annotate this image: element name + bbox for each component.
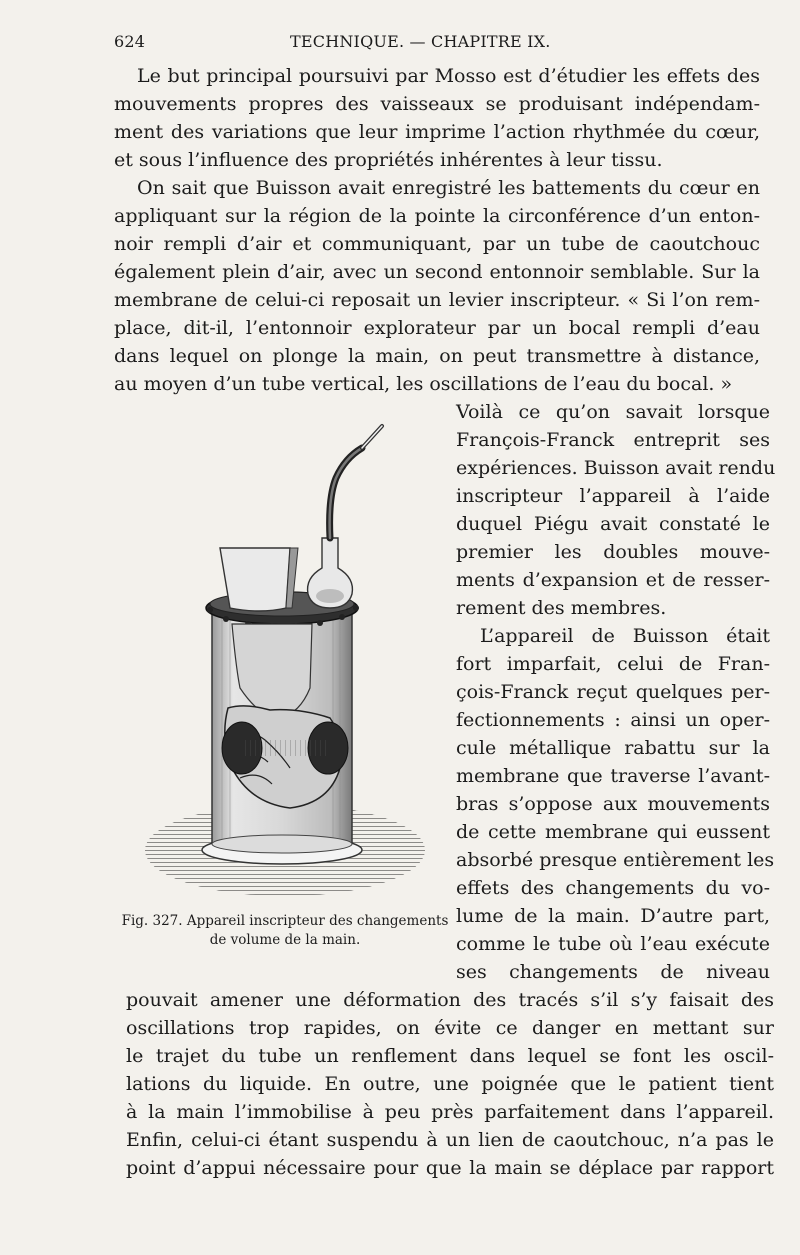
caption-line: de volume de la main. xyxy=(209,932,361,948)
page-number: 624 xyxy=(114,32,146,51)
figure-327-illustration xyxy=(140,418,440,908)
figure-caption xyxy=(120,912,450,950)
text-line: fectionnements : ainsi un oper- xyxy=(456,709,770,731)
text-line: effets des changements du vo- xyxy=(456,877,770,899)
text-line: et sous l’influence des propriétés inhérentes à leur tissu. xyxy=(114,149,663,171)
text-line: comme le tube où l’eau exécute xyxy=(456,933,770,955)
text-line: Le but principal poursuivi par Mosso est d’étudier les effets des xyxy=(137,65,760,87)
text-line: fort imparfait, celui de Fran- xyxy=(456,653,770,675)
text-line: expériences. Buisson avait rendu xyxy=(456,457,776,479)
text-line: membrane de celui-ci reposait un levier inscripteur. « Si l’on rem- xyxy=(114,289,760,311)
text-line: absorbé presque entièrement les xyxy=(456,849,775,871)
hand-volume-apparatus-engraving xyxy=(140,418,440,908)
text-line: duquel Piégu avait constaté le xyxy=(456,513,770,535)
text-line: L’appareil de Buisson était xyxy=(480,625,770,647)
caption-line: Fig. 327. Appareil inscripteur des changements xyxy=(121,913,449,929)
text-line: mouvements propres des vaisseaux se produisant indépendam- xyxy=(114,93,760,115)
text-line: oscillations trop rapides, on évite ce danger en mettant sur xyxy=(126,1017,774,1039)
text-line: ment des variations que leur imprime l’action rhythmée du cœur, xyxy=(114,121,760,143)
text-line: également plein d’air, avec un second entonnoir semblable. Sur la xyxy=(114,261,760,283)
text-line: appliquant sur la région de la pointe la circonférence d’un enton- xyxy=(114,205,760,227)
text-line: de cette membrane qui eussent xyxy=(456,821,770,843)
text-line: place, dit-il, l’entonnoir explorateur par un bocal rempli d’eau xyxy=(114,317,760,339)
running-title: TECHNIQUE. — CHAPITRE IX. xyxy=(290,32,551,51)
text-line: membrane que traverse l’avant- xyxy=(456,765,770,787)
text-line: à la main l’immobilise à peu près parfaitement dans l’appareil. xyxy=(126,1101,774,1123)
text-line: au moyen d’un tube vertical, les oscillations de l’eau du bocal. » xyxy=(114,373,733,395)
text-line: point d’appui nécessaire pour que la main se déplace par rapport xyxy=(126,1157,774,1179)
text-line: bras s’oppose aux mouvements xyxy=(456,793,770,815)
text-line: ses changements de niveau xyxy=(456,961,770,983)
text-line: lume de la main. D’autre part, xyxy=(456,905,770,927)
text-line: çois-Franck reçut quelques per- xyxy=(456,681,770,703)
text-line: premier les doubles mouve- xyxy=(456,541,770,563)
text-line: noir rempli d’air et communiquant, par un tube de caoutchouc xyxy=(114,233,760,255)
text-line: cule métallique rabattu sur la xyxy=(456,737,770,759)
text-line: inscripteur l’appareil à l’aide xyxy=(456,485,770,507)
text-line: lations du liquide. En outre, une poignée que le patient tient xyxy=(126,1073,774,1095)
text-line: François-Franck entreprit ses xyxy=(456,429,770,451)
text-line: Voilà ce qu’on savait lorsque xyxy=(456,401,770,423)
text-line: pouvait amener une déformation des tracés s’il s’y faisait des xyxy=(126,989,774,1011)
text-line: le trajet du tube un renflement dans lequel se font les oscil- xyxy=(126,1045,774,1067)
text-line: ments d’expansion et de resser- xyxy=(456,569,770,591)
text-line: dans lequel on plonge la main, on peut transmettre à distance, xyxy=(114,345,760,367)
text-line: Enfin, celui-ci étant suspendu à un lien de caoutchouc, n’a pas le xyxy=(126,1129,774,1151)
text-line: rement des membres. xyxy=(456,597,667,619)
text-line: On sait que Buisson avait enregistré les battements du cœur en xyxy=(137,177,760,199)
